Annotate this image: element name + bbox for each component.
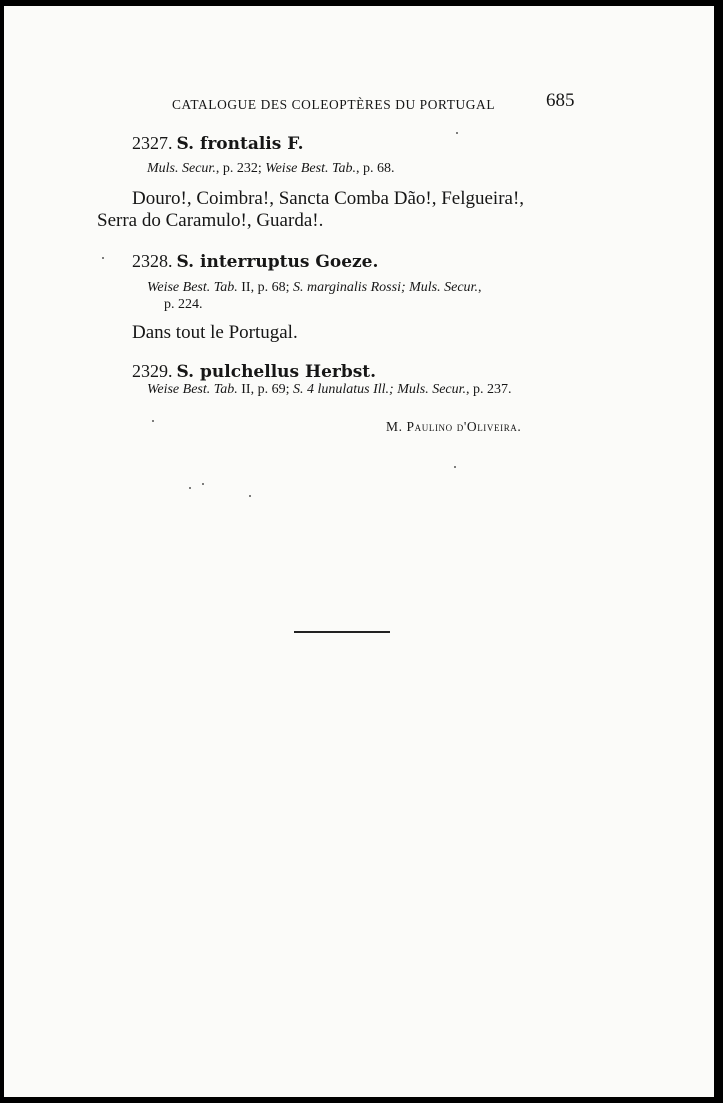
ref-part: Weise Best. Tab.: [265, 161, 356, 176]
scan-speck: [454, 466, 456, 468]
author-signature: M. Paulino d'Oliveira.: [386, 419, 522, 434]
species-name: S. pulchellus Herbst.: [176, 362, 377, 382]
ref-part: S. marginalis Rossi; Muls. Secur.: [292, 280, 478, 295]
entry-2328-localities: Dans tout le Portugal.: [132, 322, 298, 343]
ref-part: Muls. Secur.: [147, 161, 216, 176]
closing-rule: [294, 631, 390, 633]
entry-2329-reference: [147, 382, 512, 398]
ref-part: II, p. 69;: [237, 382, 293, 397]
entry-2328-heading: [132, 251, 378, 272]
ref-part: II, p. 68;: [237, 280, 293, 295]
ref-part: Weise Best. Tab.: [147, 382, 238, 397]
ref-part: S. 4 lunulatus Ill.; Muls. Secur.: [292, 382, 467, 397]
ref-part: Weise Best. Tab.: [147, 280, 238, 295]
entry-2327-localities-line1: Douro!, Coimbra!, Sancta Comba Dão!, Felgueira!,: [132, 188, 525, 209]
ref-part: , p. 232;: [215, 161, 266, 176]
species-name: S. interruptus Goeze.: [176, 252, 379, 272]
entry-2329-heading: [132, 361, 376, 382]
entry-number: 2327.: [132, 133, 173, 153]
entry-2327-localities-line2: Serra do Caramulo!, Guarda!.: [97, 210, 324, 231]
document-page: [4, 6, 714, 1097]
entry-number: 2329.: [132, 361, 173, 381]
entry-number: 2328.: [132, 251, 173, 271]
species-name: S. frontalis F.: [176, 134, 304, 154]
scan-speck: [189, 487, 191, 489]
entry-2328-reference-cont: p. 224.: [164, 297, 203, 312]
running-title: CATALOGUE DES COLEOPTÈRES DU PORTUGAL: [172, 97, 496, 112]
entry-2328-reference: [147, 280, 481, 296]
scan-speck: [202, 483, 204, 485]
scan-speck: [456, 132, 458, 134]
ref-part: , p. 68.: [355, 161, 395, 176]
ref-part: , p. 237.: [466, 382, 512, 397]
page-number: 685: [546, 90, 575, 111]
entry-2327-heading: [132, 133, 304, 154]
scan-speck: [152, 420, 154, 422]
entry-2327-reference: [147, 161, 394, 177]
ref-part: ,: [477, 280, 482, 295]
scan-speck: [102, 257, 104, 259]
scan-speck: [249, 495, 251, 497]
